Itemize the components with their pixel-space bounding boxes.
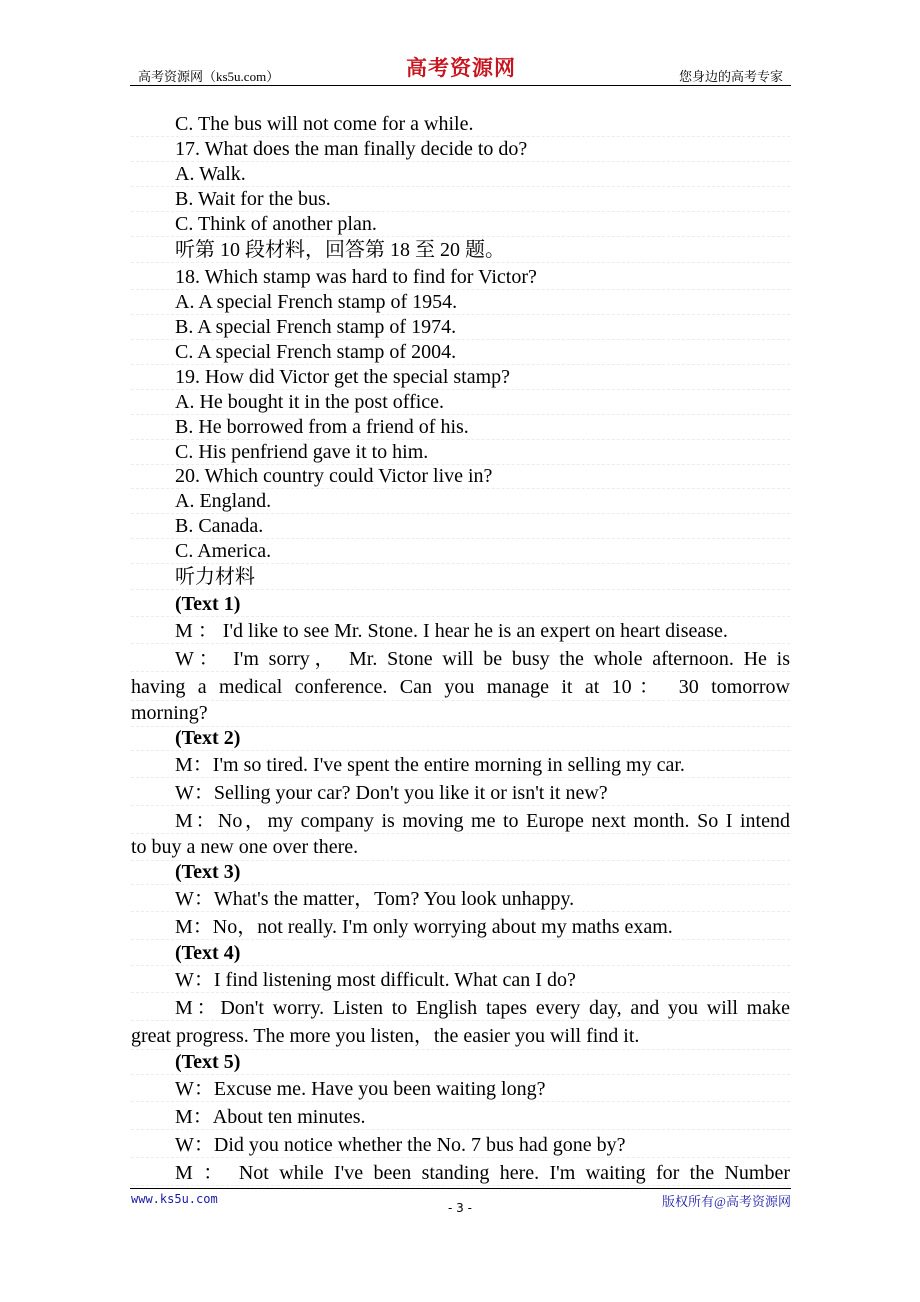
instruction-line: 听第 10 段材料，回答第 18 至 20 题。	[131, 238, 790, 263]
dialogue-line: M ： I'd like to see Mr. Stone. I hear he is an expert on heart disease.	[131, 619, 790, 644]
question-line: 18. Which stamp was hard to find for Victor?	[131, 265, 790, 290]
dialogue-line: M：I'm so tired. I've spent the entire morning in selling my car.	[131, 753, 790, 778]
question-line: 20. Which country could Victor live in?	[131, 464, 790, 489]
dialogue-line: W：I find listening most difficult. What can I do?	[131, 968, 790, 993]
dialogue-line: W：Selling your car? Don't you like it or isn't it new?	[131, 781, 790, 806]
option-line: B. A special French stamp of 1974.	[131, 315, 790, 340]
option-line: C. His penfriend gave it to him.	[131, 440, 790, 465]
dialogue-line: M：No，my company is moving me to Europe next month. So I intend	[131, 809, 790, 834]
dialogue-line: W： I'm sorry， Mr. Stone will be busy the whole afternoon. He is	[131, 647, 790, 672]
dialogue-line: M ： Not while I've been standing here. I'm waiting for the Number	[131, 1161, 790, 1186]
text-heading: (Text 5)	[131, 1050, 790, 1075]
header-rule	[130, 85, 791, 86]
option-line: A. England.	[131, 489, 790, 514]
option-line: C. America.	[131, 539, 790, 564]
footer-link[interactable]: www.ks5u.com	[131, 1192, 218, 1206]
page-header	[130, 52, 791, 86]
footer-rule	[130, 1188, 791, 1189]
dialogue-line: M：No，not really. I'm only worrying about my maths exam.	[131, 915, 790, 940]
dialogue-line: to buy a new one over there.	[131, 835, 790, 861]
section-heading: 听力材料	[131, 565, 790, 590]
dialogue-line: having a medical conference. Can you manage it at 10： 30 tomorrow	[131, 675, 790, 701]
page-number: - 3 -	[448, 1201, 472, 1215]
option-line: A. A special French stamp of 1954.	[131, 290, 790, 315]
text-heading: (Text 1)	[131, 592, 790, 617]
text-heading: (Text 3)	[131, 860, 790, 885]
option-line: B. Canada.	[131, 514, 790, 539]
header-logo: 高考资源网	[406, 56, 516, 80]
option-line: C. A special French stamp of 2004.	[131, 340, 790, 365]
text-heading: (Text 4)	[131, 941, 790, 966]
dialogue-line: M：About ten minutes.	[131, 1105, 790, 1130]
header-right-text: 您身边的高考专家	[678, 69, 783, 84]
option-line: B. Wait for the bus.	[131, 187, 790, 212]
dialogue-line: W：What's the matter，Tom? You look unhappy.	[131, 887, 790, 912]
option-line: A. He bought it in the post office.	[131, 390, 790, 415]
option-line: B. He borrowed from a friend of his.	[131, 415, 790, 440]
dialogue-line: morning?	[131, 701, 790, 727]
option-line: C. Think of another plan.	[131, 212, 790, 237]
footer-copyright: 版权所有@高考资源网	[662, 1194, 791, 1209]
option-line: C. The bus will not come for a while.	[131, 112, 790, 137]
dialogue-line: M：Don't worry. Listen to English tapes every day, and you will make	[131, 996, 790, 1021]
option-line: A. Walk.	[131, 162, 790, 187]
dialogue-line: W：Excuse me. Have you been waiting long?	[131, 1077, 790, 1102]
question-line: 17. What does the man finally decide to do?	[131, 137, 790, 162]
text-heading: (Text 2)	[131, 726, 790, 751]
question-line: 19. How did Victor get the special stamp?	[131, 365, 790, 390]
header-left-text: 高考资源网（ks5u.com）	[138, 69, 280, 84]
dialogue-line: W：Did you notice whether the No. 7 bus had gone by?	[131, 1133, 790, 1158]
dialogue-line: great progress. The more you listen，the easier you will find it.	[131, 1024, 790, 1050]
